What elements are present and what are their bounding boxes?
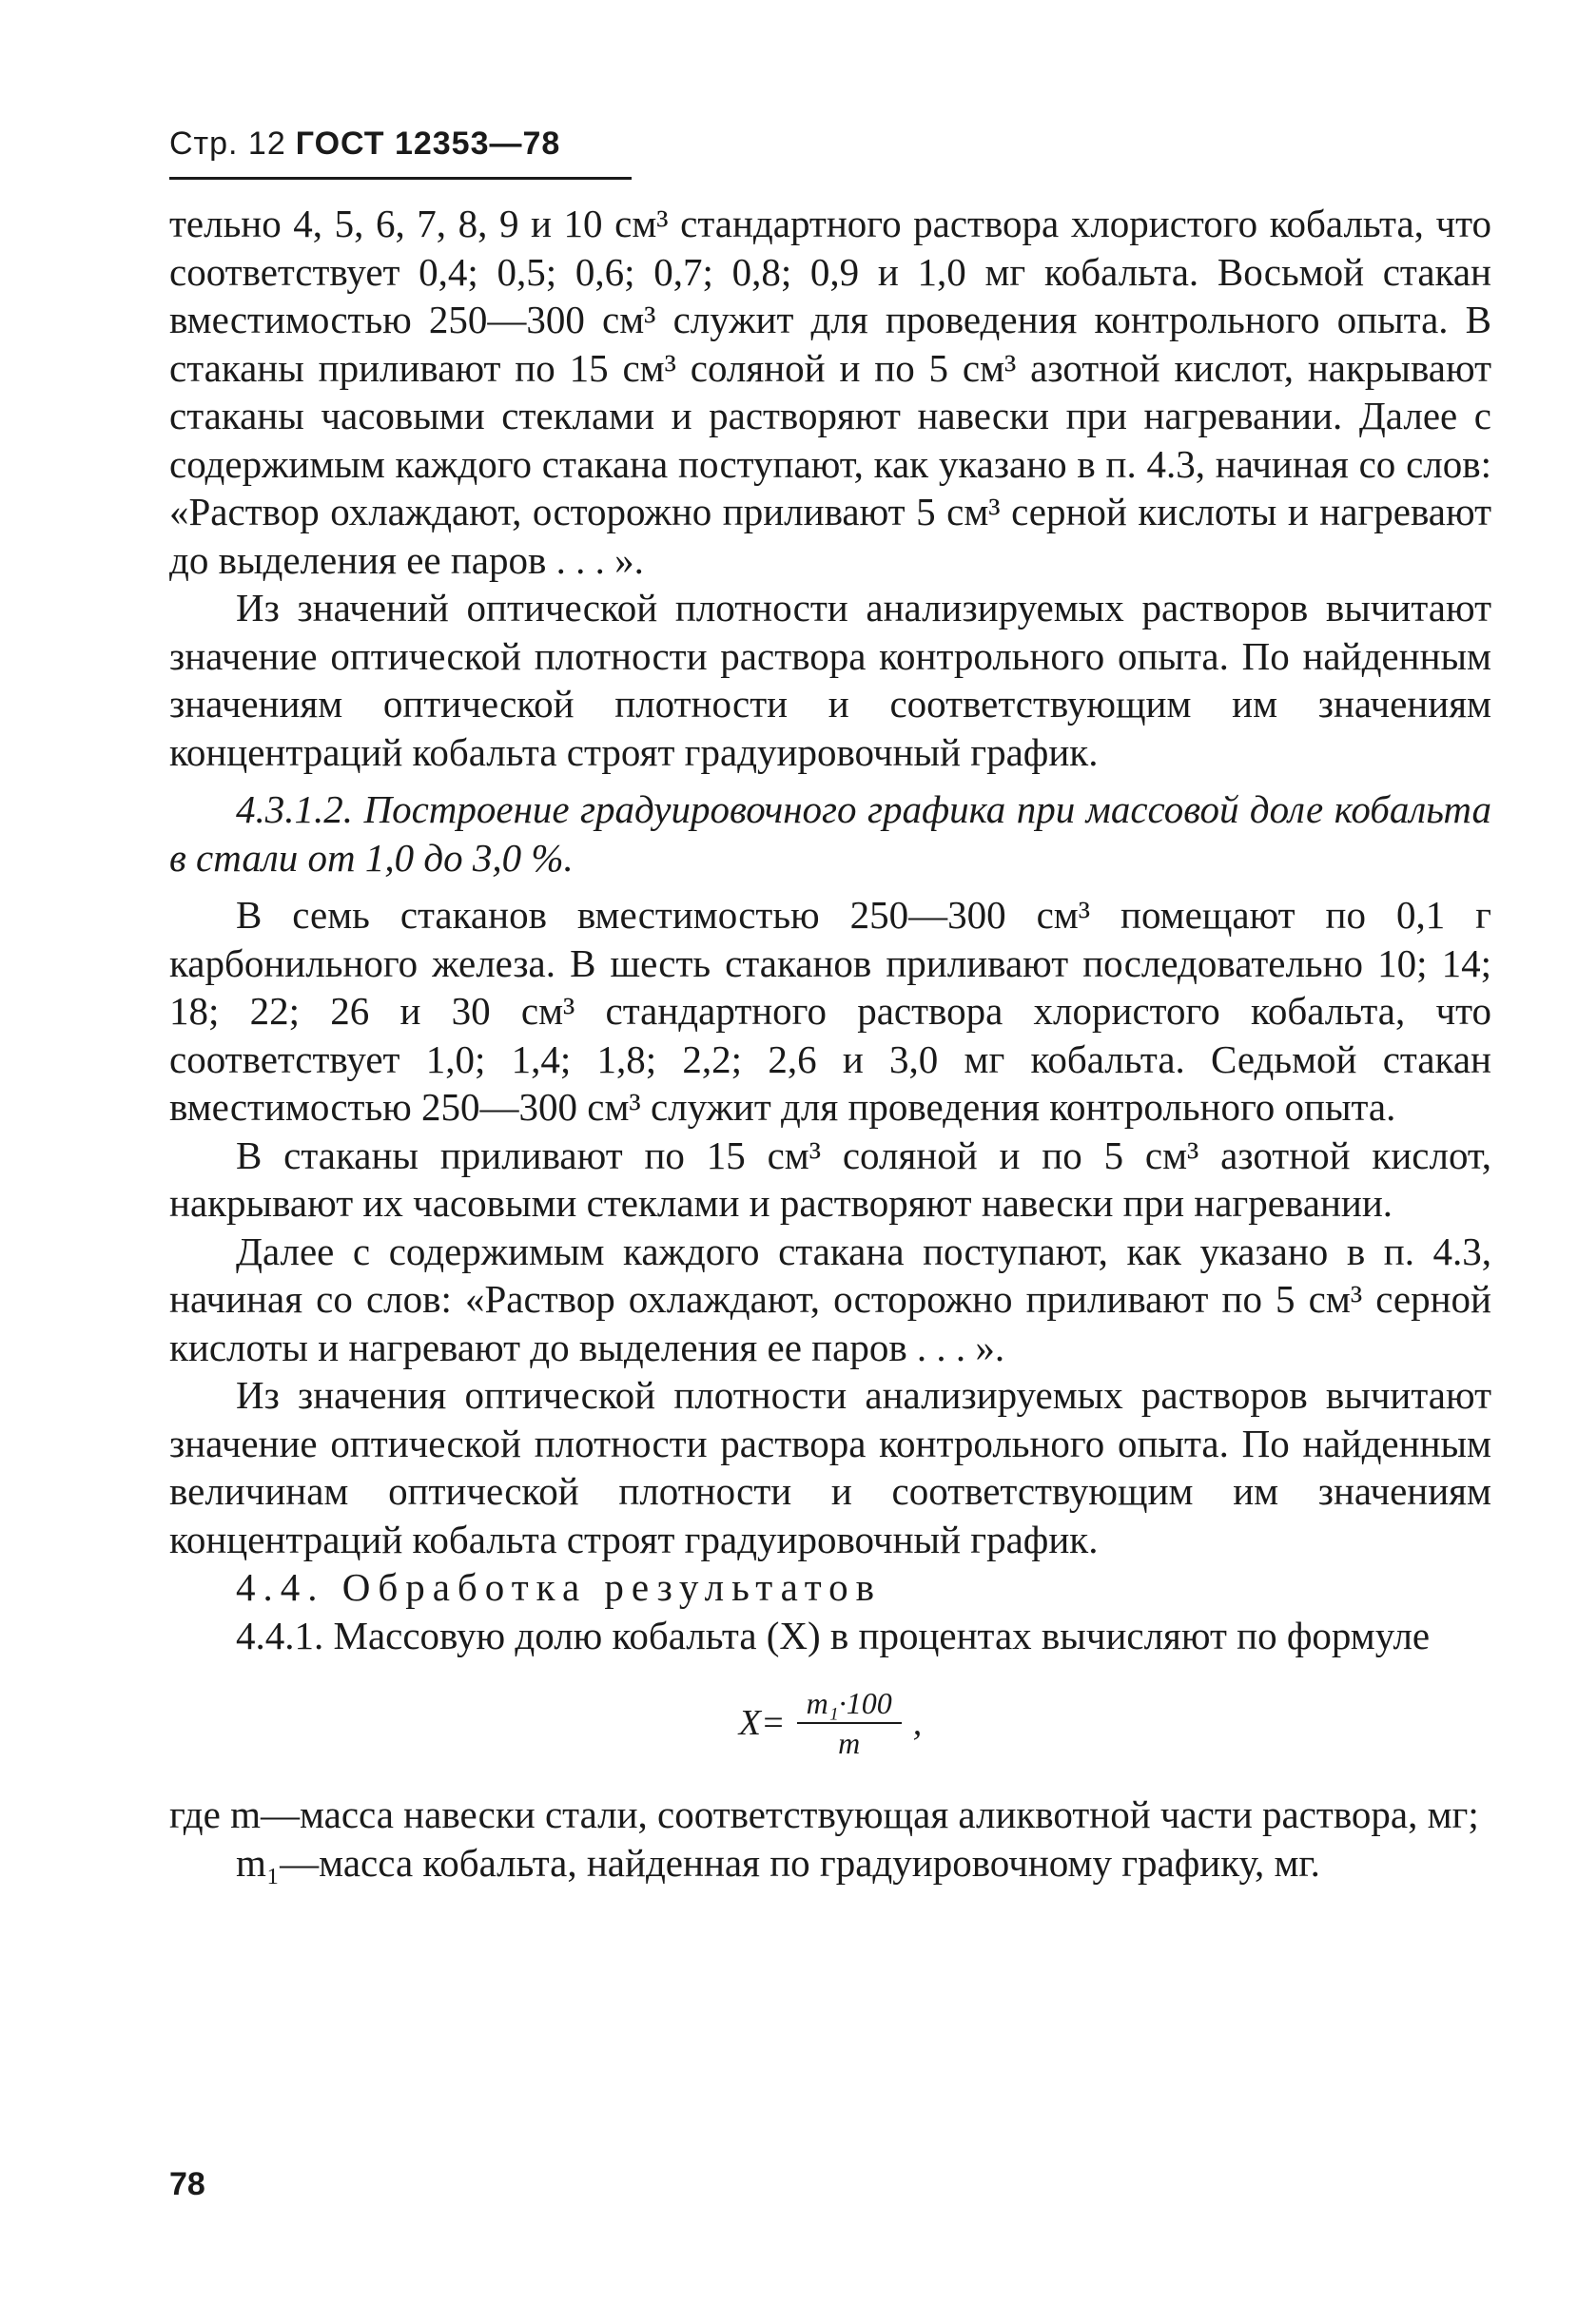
section-heading-4-3-1-2: 4.3.1.2. Построение градуировочного графика при массовой доле кобальта в стали от 1,0 до 3,0 %. <box>169 787 1491 880</box>
definition-m1: m₁—масса кобальта, найденная по градуировочному графику, мг. <box>236 1840 1320 1885</box>
paragraph-procedure: Далее с содержимым каждого стакана поступают, как указано в п. 4.3, начиная со слов: «Раствор охлаждают, осторожно приливают по 5 см³ серной кислоты и нагревают до выделения ее паров . . . ». <box>169 1229 1491 1369</box>
paragraph-formula-intro: 4.4.1. Массовую долю кобальта (X) в процентах вычисляют по формуле <box>236 1613 1431 1657</box>
paragraph-optical-density-2: Из значения оптической плотности анализируемых растворов вычитают значение оптической плотности раствора контрольного опыта. По найденным величинам оптической плотности и соответствующим им значениям концентраций кобальта строят градуировочный график. <box>169 1373 1491 1561</box>
page-number-label: Стр. 12 <box>169 126 286 162</box>
header-rule <box>169 177 632 180</box>
formula-numerator: m₁·100 <box>797 1684 902 1724</box>
formula <box>169 1684 1491 1762</box>
definitions <box>169 1791 1491 1887</box>
formula-trail: , <box>912 1702 923 1743</box>
paragraph-optical-density-1: Из значений оптической плотности анализируемых растворов вычитают значение оптической плотности раствора контрольного опыта. По найденным значениям оптической плотности и соответствующим им значениям концентраций кобальта строят градуировочный график. <box>169 586 1491 774</box>
standard-designation: ГОСТ 12353—78 <box>295 126 561 162</box>
paragraph-seven-beakers: В семь стаканов вместимостью 250—300 см³ помещают по 0,1 г карбонильного железа. В шесть стаканов приливают последовательно 10; 14; 18; 22; 26 и 30 см³ стандартного раствора хлористого кобальта, что соответствует 1,0; 1,4; 1,8; 2,2; 2,6 и 3,0 мг кобальта. Седьмой стакан вместимостью 250—300 см³ служит для проведения контрольного опыта. <box>169 893 1491 1129</box>
formula-denominator: m <box>838 1726 861 1760</box>
section-heading-4-4: 4.4. Обработка результатов <box>236 1565 883 1609</box>
formula-lhs: X= <box>738 1702 786 1743</box>
folio-number: 78 <box>169 2166 205 2202</box>
paragraph-acids: В стаканы приливают по 15 см³ соляной и по 5 см³ азотной кислот, накрывают их часовыми стеклами и растворяют навески при нагревании. <box>169 1133 1491 1225</box>
page-header <box>169 126 560 163</box>
definition-m: где m—масса навески стали, соответствующая аликвотной части раствора, мг; <box>169 1792 1479 1836</box>
paragraph-continued: тельно 4, 5, 6, 7, 8, 9 и 10 см³ стандартного раствора хлористого кобальта, что соответствует 0,4; 0,5; 0,6; 0,7; 0,8; 0,9 и 1,0 мг кобальта. Восьмой стакан вместимостью 250—300 см³ служит для проведения контрольного опыта. В стаканы приливают по 15 см³ соляной и по 5 см³ азотной кислот, накрывают стаканы часовыми стеклами и растворяют навески при нагревании. Далее с содержимым каждого стакана поступают, как указано в п. 4.3, начиная со слов: «Раствор охлаждают, осторожно приливают 5 см³ серной кислоты и нагревают до выделения ее паров . . . ». <box>169 202 1491 582</box>
body-text <box>169 200 1491 1887</box>
formula-fraction <box>797 1684 902 1762</box>
